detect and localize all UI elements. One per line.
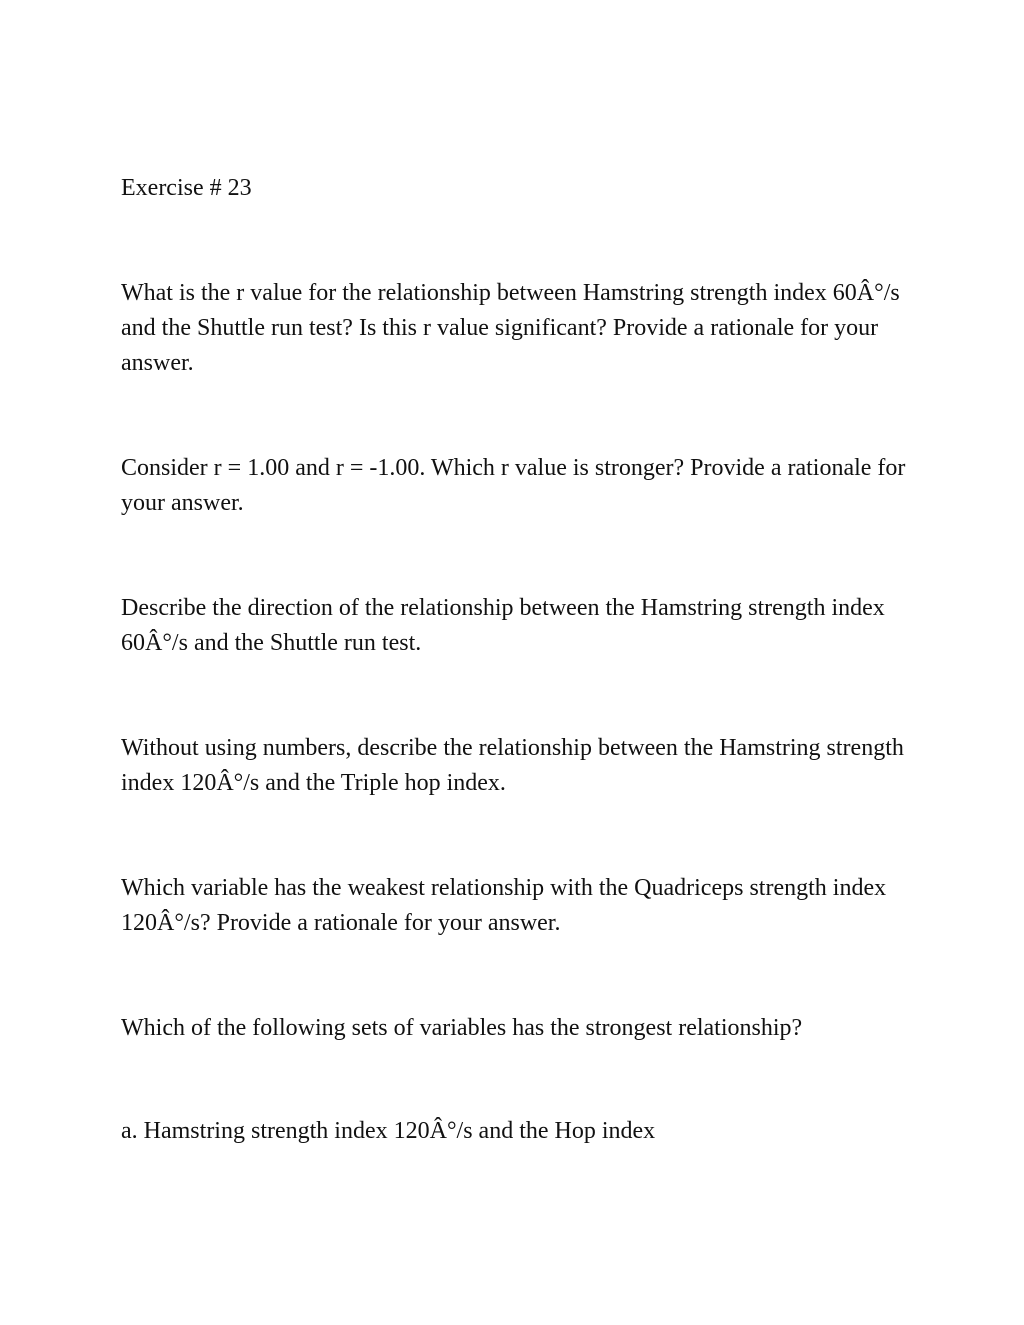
question-relationship-direction: Describe the direction of the relationship between the Hamstring strength index 60Â°/s and the Shuttle run test. — [121, 595, 885, 656]
exercise-title: Exercise # 23 — [121, 175, 252, 201]
question-strongest-relationship: Which of the following sets of variables has the strongest relationship? — [121, 1015, 803, 1041]
question-r-strength-comparison: Consider r = 1.00 and r = -1.00. Which r value is stronger? Provide a rationale for your answer. — [121, 455, 906, 516]
answer-option-a: a. Hamstring strength index 120Â°/s and the Hop index — [121, 1118, 656, 1144]
question-describe-relationship: Without using numbers, describe the relationship between the Hamstring strength index 120Â°/s and the Triple hop index. — [121, 735, 904, 796]
question-r-value-significance: What is the r value for the relationship between Hamstring strength index 60Â°/s and the Shuttle run test? Is this r value significant? Provide a rationale for your answer. — [121, 280, 900, 376]
question-weakest-relationship: Which variable has the weakest relationship with the Quadriceps strength index 120Â°/s? Provide a rationale for your answer. — [121, 875, 887, 936]
